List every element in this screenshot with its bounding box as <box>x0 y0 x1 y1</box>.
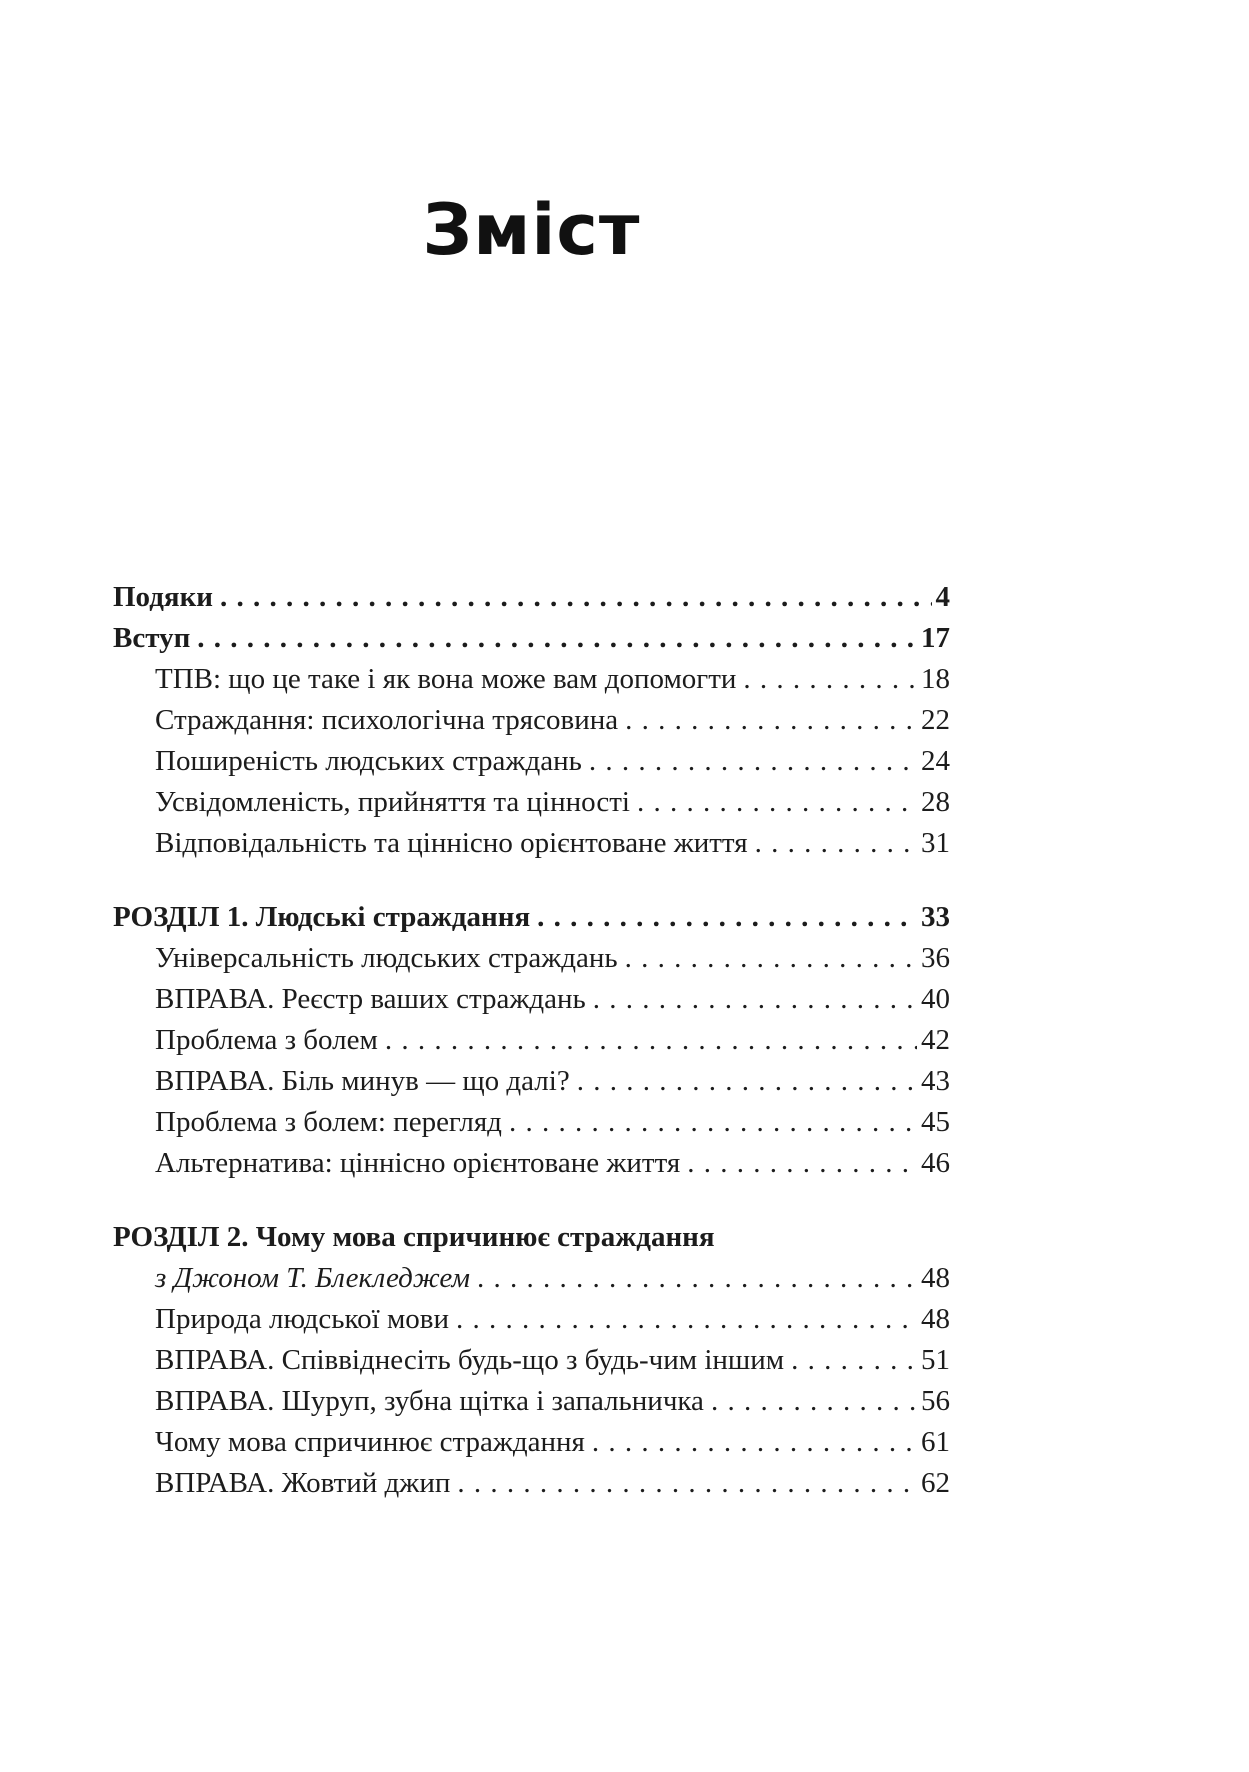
toc-entry <box>113 823 950 864</box>
toc-entry-label: ВПРАВА. Жовтий джип <box>155 1466 451 1499</box>
toc-entry-label: Проблема з болем: перегляд <box>155 1105 502 1138</box>
toc-page-number: 62 <box>921 1466 950 1499</box>
toc-dot-leader <box>687 1143 917 1184</box>
toc-dot-leader <box>625 938 917 979</box>
toc-entry <box>113 1102 950 1143</box>
toc-entry-label: Страждання: психологічна трясовина <box>155 703 619 736</box>
toc-page-number: 22 <box>921 703 950 736</box>
toc-page-number: 24 <box>921 744 950 777</box>
toc-entry-label: ВПРАВА. Біль минув — що далі? <box>155 1064 570 1097</box>
toc-entry <box>113 1463 950 1504</box>
toc-page-number: 33 <box>921 900 950 933</box>
toc-entry-label: РОЗДІЛ 2. Чому мова спричинює страждання <box>113 1220 715 1253</box>
toc-dot-leader <box>589 741 917 782</box>
toc-dot-leader <box>743 659 917 700</box>
toc-page-number: 48 <box>921 1261 950 1294</box>
toc-page-number: 18 <box>921 662 950 695</box>
toc-dot-leader <box>711 1381 917 1422</box>
toc-entry-label: Відповідальність та ціннісно орієнтоване життя <box>155 826 748 859</box>
toc-page-number: 31 <box>921 826 950 859</box>
toc-entry-label: Вступ <box>113 621 191 654</box>
toc-entry <box>113 1020 950 1061</box>
toc-dot-leader <box>577 1061 917 1102</box>
toc-dot-leader <box>791 1340 917 1381</box>
toc-entry-label: РОЗДІЛ 1. Людські страждання <box>113 900 531 933</box>
toc-entry-label: Універсальність людських страждань <box>155 941 618 974</box>
toc-entry-label: ВПРАВА. Реєстр ваших страждань <box>155 982 586 1015</box>
toc-dot-leader <box>592 1422 917 1463</box>
toc-page-number: 43 <box>921 1064 950 1097</box>
toc-page-number: 46 <box>921 1146 950 1179</box>
toc-entry <box>113 1143 950 1184</box>
toc-section-chapter-1 <box>113 897 950 1184</box>
toc-entry <box>113 1217 950 1258</box>
toc-entry <box>113 979 950 1020</box>
toc-dot-leader <box>385 1020 917 1061</box>
toc-entry-label: Природа людської мови <box>155 1302 450 1335</box>
toc-dot-leader <box>509 1102 917 1143</box>
page-title: Зміст <box>422 188 641 271</box>
toc-section-front-matter <box>113 577 950 864</box>
toc-entry <box>113 700 950 741</box>
toc-entry <box>113 577 950 618</box>
toc-section-chapter-2 <box>113 1217 950 1504</box>
toc-dot-leader <box>456 1299 917 1340</box>
toc-entry <box>113 1381 950 1422</box>
toc-dot-leader <box>755 823 917 864</box>
toc-entry <box>113 659 950 700</box>
toc-page-number: 28 <box>921 785 950 818</box>
toc-page-number: 4 <box>935 580 950 613</box>
toc-page-number: 36 <box>921 941 950 974</box>
toc-page-number: 61 <box>921 1425 950 1458</box>
toc-dot-leader <box>457 1463 917 1504</box>
toc-entry <box>113 618 950 659</box>
toc-dot-leader <box>625 700 917 741</box>
toc-page-number: 17 <box>921 621 950 654</box>
toc-entry <box>113 897 950 938</box>
toc-entry-label: Поширеність людських страждань <box>155 744 582 777</box>
toc-entry <box>113 1340 950 1381</box>
toc-entry-label: ВПРАВА. Співвіднесіть будь-що з будь-чим іншим <box>155 1343 785 1376</box>
toc-entry-label: з Джоном Т. Блекледжем <box>155 1261 471 1294</box>
table-of-contents <box>113 577 950 1504</box>
toc-entry-label: Усвідомленість, прийняття та цінності <box>155 785 630 818</box>
toc-entry <box>113 1422 950 1463</box>
toc-entry <box>113 741 950 782</box>
toc-entry <box>113 938 950 979</box>
toc-entry <box>113 1258 950 1299</box>
toc-entry-label: Подяки <box>113 580 213 613</box>
toc-page-number: 51 <box>921 1343 950 1376</box>
toc-entry-label: Альтернатива: ціннісно орієнтоване життя <box>155 1146 681 1179</box>
toc-dot-leader <box>197 618 917 659</box>
toc-entry <box>113 1299 950 1340</box>
toc-page-number: 45 <box>921 1105 950 1138</box>
toc-entry <box>113 782 950 823</box>
toc-entry-label: ТПВ: що це таке і як вона може вам допомогти <box>155 662 737 695</box>
toc-dot-leader <box>637 782 917 823</box>
toc-dot-leader <box>593 979 917 1020</box>
toc-page-number: 40 <box>921 982 950 1015</box>
toc-entry-label: ВПРАВА. Шуруп, зубна щітка і запальничка <box>155 1384 704 1417</box>
toc-page-number: 48 <box>921 1302 950 1335</box>
toc-entry-label: Проблема з болем <box>155 1023 378 1056</box>
toc-entry <box>113 1061 950 1102</box>
toc-page-number: 42 <box>921 1023 950 1056</box>
toc-dot-leader <box>220 577 932 618</box>
toc-dot-leader <box>477 1258 917 1299</box>
toc-page-number: 56 <box>921 1384 950 1417</box>
toc-dot-leader <box>537 897 917 938</box>
toc-entry-label: Чому мова спричинює страждання <box>155 1425 585 1458</box>
